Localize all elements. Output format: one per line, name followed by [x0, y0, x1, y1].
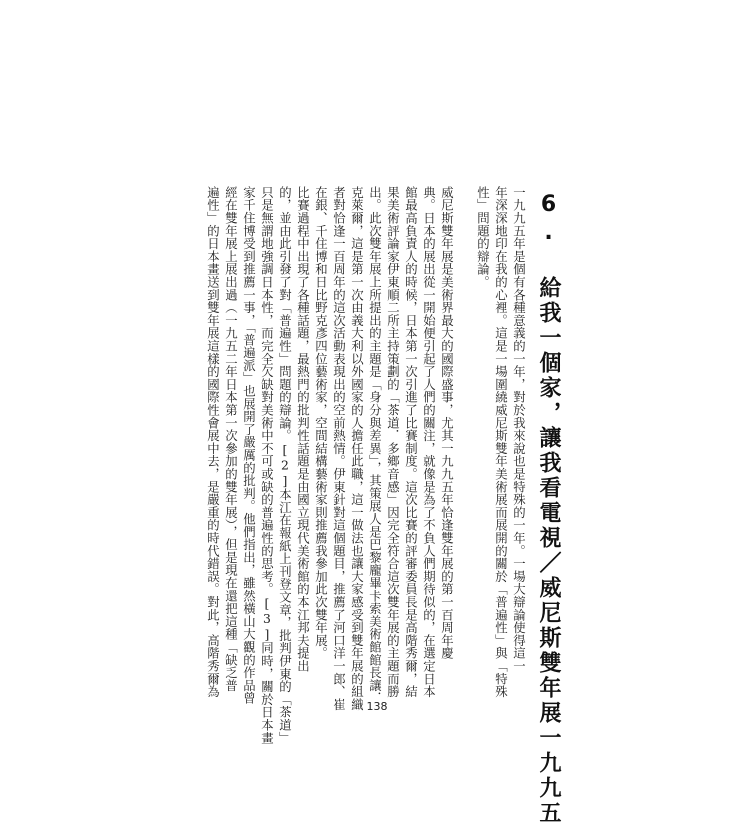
text-column: 家千住博受到推薦一事，「普遍派」也展開了嚴厲的批判。他們指出，雖然橫山大觀的作品曾 — [241, 186, 257, 705]
text-column: 威尼斯雙年展是美術界最大的國際盛事，尤其一九九五年恰逢雙年展的第一百周年慶 — [439, 186, 455, 660]
text-column: 經在雙年展上展出過（一九五二年日本第一次參加的雙年展），但是現在還把這種「缺乏普 — [223, 186, 239, 692]
text-column: 年深深地印在我的心裡。這是一場圍繞威尼斯雙年美術展而展開的關於「普遍性」與「特殊 — [493, 186, 509, 698]
text-column: 只是無謂地強調日本性，而完全欠缺對美術中不可或缺的普遍性的思考。[3]同時，關於日本畫 — [259, 186, 275, 745]
text-column: 的，並由此引發了對「普遍性」問題的辯論。[2]本江在報紙上刊登文章，批判伊東的「茶道」 — [277, 186, 293, 745]
text-column: 性」問題的辯論。 — [475, 186, 491, 289]
page-number: 138 — [366, 700, 388, 713]
text-column: 出。此次雙年展上所提出的主題是「身分與差異」，其策展人是巴黎龐畢卡索美術館館長讓． — [367, 186, 383, 705]
chapter-heading: 6. 給我一個家，讓我看電視／威尼斯雙年展一九九五 — [536, 192, 561, 826]
text-column: 館最高負責人的時候，日本第一次引進了比賽制度。這次比賽的評審委員長是高階秀爾，結 — [403, 186, 419, 698]
text-column: 一九九五年是個有各種意義的一年，對於我來說也是特殊的一年。一場大辯論使得這一 — [511, 186, 527, 673]
text-column: 典。日本的展出從一開始便引起了人們的關注，就像是為了不負人們期待似的，在選定日本 — [421, 186, 437, 698]
text-column: 者對恰逢一百周年的這次活動表現出的空前熱情。伊東針對這個題目，推薦了河口洋一郎、崔 — [331, 186, 347, 711]
text-column: 克萊爾，這是第一次由義大利以外國家的人擔任此職，這一做法也讓大家感受到雙年展的組織 — [349, 186, 365, 711]
text-column: 遍性」的日本畫送到雙年展這樣的國際性會展中去，是嚴重的時代錯誤。對此，高階秀爾為 — [205, 186, 221, 698]
text-column: 比賽過程中出現了各種話題，最熱門的批判性話題是由國立現代美術館的本江邦夫提出 — [295, 186, 311, 673]
text-column: 在銀、千住博和日比野克彥四位藝術家，空間結構藝術家則推薦我參加此次雙年展。 — [313, 186, 329, 660]
text-column: 果美術評論家伊東順二所主持策劃的「茶道．多鄉音感」因完全符合這次雙年展的主題而勝 — [385, 186, 401, 698]
